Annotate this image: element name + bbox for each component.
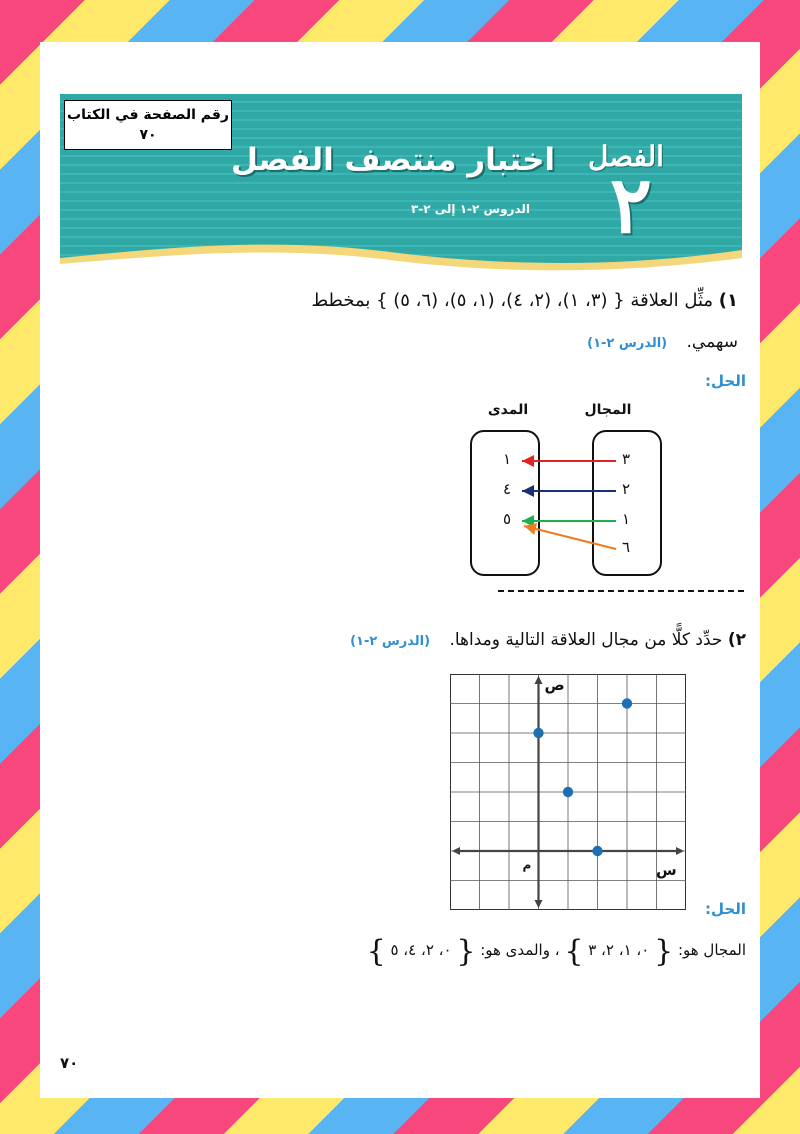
x-axis-label: س <box>656 861 677 879</box>
question-2-answer <box>290 934 746 969</box>
y-axis-label: ص <box>544 676 565 694</box>
question-2-solution-label: الحل: <box>705 900 746 918</box>
range-values: ٠، ٢، ٤، ٥ <box>390 941 452 959</box>
question-2 <box>190 630 746 650</box>
arrow-6-to-5 <box>524 526 616 549</box>
data-point <box>563 787 573 797</box>
data-point <box>622 698 632 708</box>
page-ref-number: ٧٠ <box>139 127 157 143</box>
range-value: ١ <box>502 450 512 468</box>
mapping-arrows <box>40 42 760 642</box>
page-ref-label: رقم الصفحة في الكتاب <box>67 107 229 123</box>
x-axis-arrow-right <box>676 847 684 855</box>
brace-open: { <box>456 934 476 969</box>
question-2-text: حدِّد كلًّا من مجال العلاقة التالية ومداها. <box>449 630 723 650</box>
range-title: المدى <box>487 402 529 418</box>
brace-open: { <box>654 934 674 969</box>
section-divider <box>498 590 744 592</box>
domain-title: المجال <box>584 402 632 418</box>
domain-values: ٠، ١، ٢، ٣ <box>588 941 650 959</box>
domain-value: ٦ <box>621 538 631 556</box>
domain-value: ٢ <box>621 480 631 498</box>
brace-close: } <box>564 934 584 969</box>
domain-prefix: المجال هو: <box>677 941 746 959</box>
worksheet-page <box>40 42 760 1098</box>
range-prefix: ، والمدى هو: <box>480 941 560 959</box>
origin-label: م <box>522 858 532 872</box>
page-number: ٧٠ <box>60 1054 79 1072</box>
lessons-subtitle: الدروس ٢-١ إلى ٢-٣ <box>410 202 530 216</box>
brace-close: } <box>366 934 386 969</box>
range-value: ٥ <box>502 510 512 528</box>
question-1-text: مثِّل العلاقة { (٣، ١)، (٢، ٤)، (١، ٥)، (٦، ٥) } بمخطط <box>311 290 714 311</box>
range-value: ٤ <box>502 480 512 498</box>
graph-points <box>533 698 632 856</box>
question-1-number: ١) <box>718 290 738 311</box>
question-1-solution-label: الحل: <box>705 372 746 390</box>
y-axis-arrow-up <box>535 676 543 684</box>
page-title: اختبار منتصف الفصل <box>230 142 556 178</box>
question-2-lesson-tag: (الدرس ٢-١) <box>350 634 431 649</box>
y-axis-arrow-down <box>535 900 543 908</box>
data-point <box>533 728 543 738</box>
coordinate-graph <box>450 674 686 910</box>
chapter-number: ٢ <box>610 160 652 251</box>
domain-value: ٣ <box>621 450 631 468</box>
domain-value: ١ <box>621 510 631 528</box>
question-1-lesson-tag: (الدرس ٢-١) <box>587 336 668 351</box>
question-2-number: ٢) <box>727 630 746 650</box>
chapter-word: الفصل <box>588 140 664 173</box>
data-point <box>592 846 602 856</box>
x-axis-arrow-left <box>452 847 460 855</box>
question-1-text-line2: سهمي. <box>686 332 738 352</box>
